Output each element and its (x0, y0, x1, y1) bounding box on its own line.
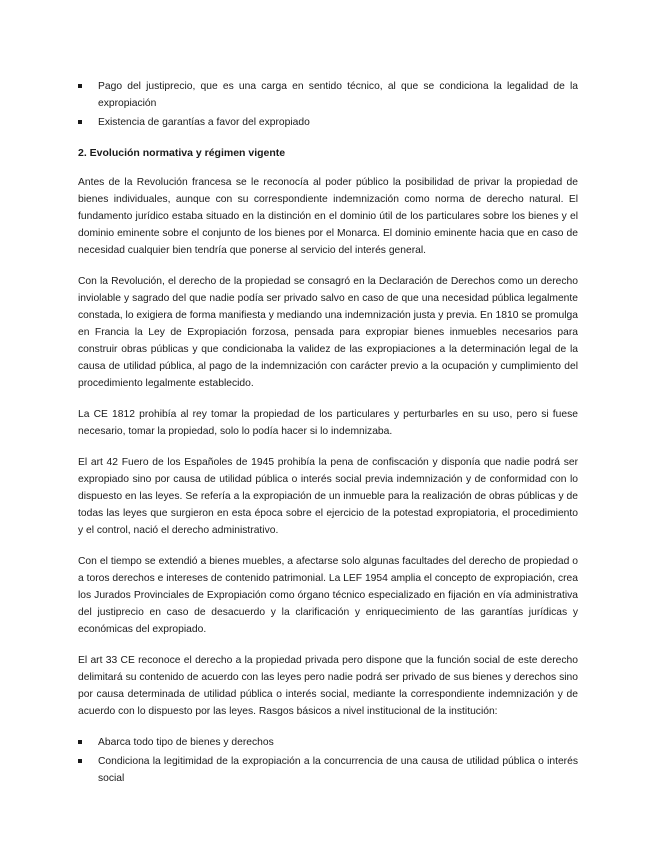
paragraph: Con el tiempo se extendió a bienes muebles, a afectarse solo algunas facultades del derecho de propiedad o a toros derechos e intereses de contenido patrimonial. La LEF 1954 amplia el concepto de expropiación, crea los Jurados Provinciales de Expropiación como órgano técnico especializado en fijación en vía administrativa del justiprecio en caso de desacuerdo y la clarificación y enriquecimiento de las garantías jurídicas y económicas del expropiado. (78, 556, 578, 635)
square-bullet-icon (78, 84, 82, 88)
bullet-text: Pago del justiprecio, que es una carga en sentido técnico, al que se condiciona la legalidad de la expropiación (98, 81, 578, 109)
square-bullet-icon (78, 759, 82, 763)
list-item (78, 78, 578, 112)
section-heading: 2. Evolución normativa y régimen vigente (78, 147, 286, 159)
list-item (78, 753, 578, 787)
paragraph: El art 42 Fuero de los Españoles de 1945 prohibía la pena de confiscación y disponía que nadie podrá ser expropiado sino por causa de utilidad pública o interés social previa indemnización y de conformidad con lo dispuesto en las leyes. Se refería a la expropiación de un inmueble para la realización de obras públicas y de todas las leyes que surgieron en esta época sobre el ejercicio de la potestad expropiatoria, el procedimiento y el control, nació el derecho administrativo. (78, 457, 578, 536)
bottom-bullet-list (78, 734, 578, 787)
bullet-text: Existencia de garantías a favor del expropiado (98, 117, 310, 128)
paragraph: Con la Revolución, el derecho de la propiedad se consagró en la Declaración de Derechos como un derecho inviolable y sagrado del que nadie podía ser privado salvo en caso de que una necesidad pública legalmente constada, lo exigiera de forma manifiesta y mediando una indemnización justa y previa. En 1810 se promulga en Francia la Ley de Expropiación forzosa, pensada para expropiar bienes inmuebles necesarios para construir obras públicas y que condicionaba la validez de las expropiaciones a la determinación legal de la causa de utilidad pública, al pago de la indemnización con carácter previo a la ocupación y cumplimiento del procedimiento legalmente establecido. (78, 276, 578, 389)
top-bullet-list (78, 78, 578, 131)
list-item (78, 114, 578, 131)
square-bullet-icon (78, 740, 82, 744)
paragraph: Antes de la Revolución francesa se le reconocía al poder público la posibilidad de privar la propiedad de bienes individuales, aunque con su correspondiente indemnización como norma de derecho natural. El fundamento jurídico estaba situado en la distinción en el dominio útil de los particulares sobre los bienes y el dominio eminente sobre el conjunto de los bienes por el Monarca. El dominio eminente hacia que en caso de necesidad cualquier bien tendría que ponerse al servicio del interés general. (78, 177, 578, 256)
paragraph: El art 33 CE reconoce el derecho a la propiedad privada pero dispone que la función social de este derecho delimitará su contenido de acuerdo con las leyes pero nadie podrá ser privado de sus bienes y derechos sino por causa determinada de utilidad pública o interés social, mediante la correspondiente indemnización y de acuerdo con lo dispuesto por las leyes. Rasgos básicos a nivel institucional de la institución: (78, 655, 578, 717)
list-item (78, 734, 578, 751)
bullet-text: Condiciona la legitimidad de la expropiación a la concurrencia de una causa de utilidad pública o interés social (98, 756, 578, 784)
document-page (78, 78, 578, 789)
square-bullet-icon (78, 120, 82, 124)
paragraph: La CE 1812 prohibía al rey tomar la propiedad de los particulares y perturbarles en su uso, pero si fuese necesario, tomar la propiedad, solo lo podía hacer si lo indemnizaba. (78, 409, 578, 437)
bullet-text: Abarca todo tipo de bienes y derechos (98, 737, 274, 748)
